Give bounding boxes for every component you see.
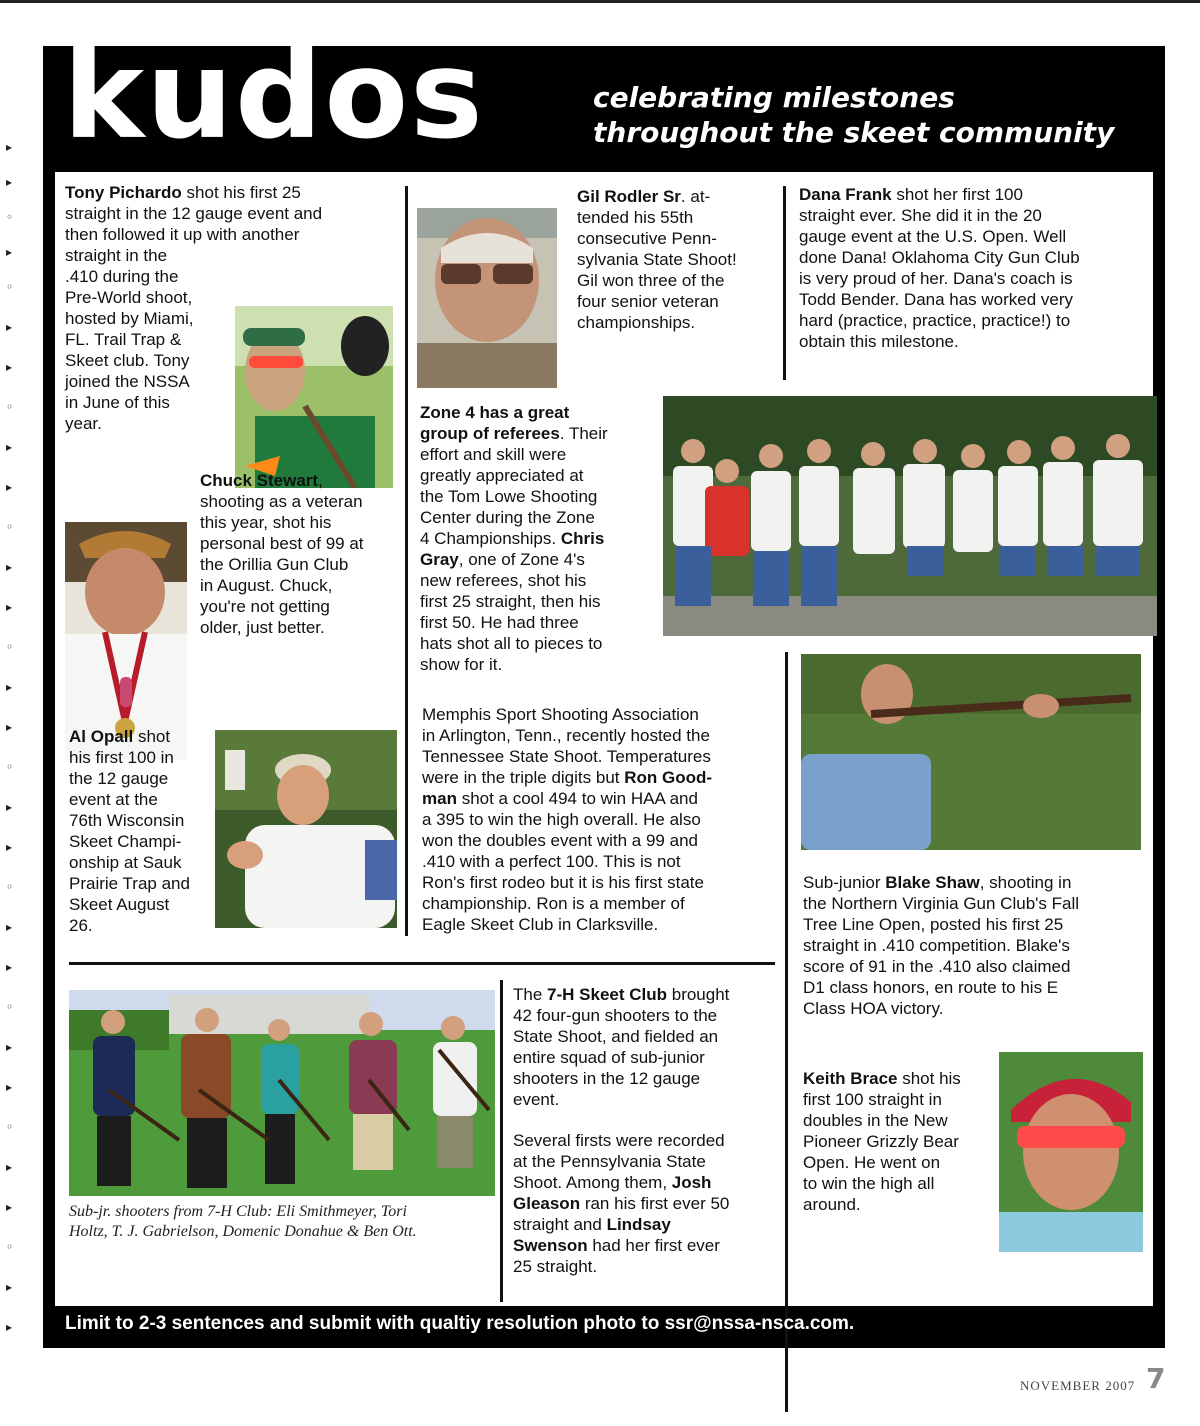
- item-stewart: [200, 470, 400, 638]
- penn-l5a: straight and: [513, 1215, 607, 1234]
- rodler-l1: . at-: [680, 187, 711, 206]
- pichardo-l12: year.: [65, 414, 102, 433]
- memphis-l5b: shot a cool 494 to win HAA and: [456, 789, 698, 808]
- opall-name: Al Opall: [69, 727, 134, 746]
- item-memphis: [422, 704, 782, 935]
- photo-stewart: [65, 522, 187, 760]
- zone4-l11: first 50. He had three: [420, 613, 579, 632]
- stewart-l3: this year, shot his: [200, 513, 332, 532]
- shaw-l3: Tree Line Open, posted his first 25: [803, 915, 1064, 934]
- rodler-l3: consecutive Penn-: [577, 229, 717, 248]
- penn-l5b: Lindsay: [606, 1215, 671, 1234]
- pichardo-l4: straight in the: [65, 246, 168, 265]
- header: [43, 24, 1165, 170]
- zone4-l8b: , one of Zone 4's: [458, 550, 585, 569]
- photo-opall: [215, 730, 397, 928]
- opall-l2: his first 100 in: [69, 748, 174, 767]
- shaw-l1a: Sub-junior: [803, 873, 886, 892]
- item-opall: [69, 726, 219, 936]
- penn-l4a: Gleason: [513, 1194, 581, 1213]
- pichardo-name: Tony Pichardo: [65, 183, 182, 202]
- frank-l2: straight ever. She did it in the 20: [799, 206, 1042, 225]
- brace-l1: shot his: [897, 1069, 961, 1088]
- tagline-line-2: throughout the skeet community: [593, 116, 1115, 149]
- stewart-l1: ,: [318, 471, 323, 490]
- rodler-l7: championships.: [577, 313, 696, 332]
- pichardo-l5: .410 during the: [65, 267, 179, 286]
- penn-l2: at the Pennsylvania State: [513, 1152, 706, 1171]
- memphis-l4a: were in the triple digits but: [422, 768, 625, 787]
- pichardo-l9: Skeet club. Tony: [65, 351, 190, 370]
- frank-l6: Todd Bender. Dana has worked very: [799, 290, 1074, 309]
- kudos-frame: [43, 24, 1165, 1348]
- item-frank: [799, 184, 1149, 352]
- shaw-l4: straight in .410 competition. Blake's: [803, 936, 1070, 955]
- penn-l3a: Shoot. Among them,: [513, 1173, 672, 1192]
- divider-bottom-left: [69, 962, 775, 965]
- sevenh-l2: 42 four-gun shooters to the: [513, 1006, 718, 1025]
- memphis-l5a: man: [422, 789, 457, 808]
- zone4-bold-1: Zone 4 has a great: [420, 403, 570, 422]
- pichardo-l1: shot his first 25: [181, 183, 301, 202]
- shaw-l1c: , shooting in: [979, 873, 1072, 892]
- shaw-l6: D1 class honors, en route to his E: [803, 978, 1059, 997]
- binding-marks: ▸ ▸ ◦ ▸ ◦ ▸ ▸ ◦ ▸ ▸ ◦ ▸ ▸ ◦ ▸ ▸ ◦ ▸ ▸ ◦ ▸ ▸ ◦ ▸ ▸ ◦ ▸ ▸ ◦ ▸ ▸: [6, 140, 14, 1334]
- stewart-l6: in August. Chuck,: [200, 576, 333, 595]
- pichardo-l8: FL. Trail Trap &: [65, 330, 182, 349]
- zone4-l7a: 4 Championships.: [420, 529, 561, 548]
- tagline: [593, 80, 1114, 150]
- frank-l3: gauge event at the U.S. Open. Well: [799, 227, 1067, 246]
- memphis-l2: in Arlington, Tenn., recently hosted the: [422, 726, 710, 745]
- issue-date: NOVEMBER 2007: [1020, 1378, 1136, 1393]
- zone4-bold-2: group of referees: [420, 424, 560, 443]
- zone4-l13: show for it.: [420, 655, 503, 674]
- rodler-l5: Gil won three of the: [577, 271, 725, 290]
- stewart-l7: you're not getting: [200, 597, 330, 616]
- penn-l3b: Josh: [671, 1173, 712, 1192]
- zone4-l6: Center during the Zone: [420, 508, 595, 527]
- frank-l1: shot her first 100: [891, 185, 1023, 204]
- brace-l4: Pioneer Grizzly Bear: [803, 1132, 959, 1151]
- brace-l5: Open. He went on: [803, 1153, 941, 1172]
- item-penn: [513, 1130, 783, 1277]
- footer-bar: [43, 1308, 1165, 1348]
- photo-shaw: [801, 654, 1141, 850]
- item-brace: [803, 1068, 1003, 1215]
- brace-l3: doubles in the New: [803, 1111, 948, 1130]
- shaw-l1b: Blake Shaw: [885, 873, 980, 892]
- photo-pichardo: [235, 306, 393, 488]
- zone4-l3: effort and skill were: [420, 445, 567, 464]
- shaw-l7: Class HOA victory.: [803, 999, 944, 1018]
- zone4-l2: . Their: [559, 424, 608, 443]
- sevenh-l5: shooters in the 12 gauge: [513, 1069, 701, 1088]
- penn-l1: Several firsts were recorded: [513, 1131, 725, 1150]
- zone4-l12: hats shot all to pieces to: [420, 634, 603, 653]
- penn-l6b: had her first ever: [587, 1236, 720, 1255]
- photo-zone4-referees: [663, 396, 1157, 636]
- brace-l7: around.: [803, 1195, 861, 1214]
- memphis-l11: Eagle Skeet Club in Clarksville.: [422, 915, 659, 934]
- page-number: 7: [1146, 1362, 1166, 1395]
- frank-l7: hard (practice, practice, practice!) to: [799, 311, 1071, 330]
- brace-l6: to win the high all: [803, 1174, 935, 1193]
- memphis-l8: .410 with a perfect 100. This is not: [422, 852, 681, 871]
- opall-l3: the 12 gauge: [69, 769, 169, 788]
- memphis-l6: a 395 to win the high overall. He also: [422, 810, 701, 829]
- penn-l7: 25 straight.: [513, 1257, 598, 1276]
- opall-l7: onship at Sauk: [69, 853, 182, 872]
- pichardo-l2: straight in the 12 gauge event and: [65, 204, 323, 223]
- opall-l5: 76th Wisconsin: [69, 811, 185, 830]
- content-area: [55, 172, 1153, 1306]
- memphis-l4b: Ron Good-: [624, 768, 713, 787]
- brace-name: Keith Brace: [803, 1069, 898, 1088]
- rodler-l2: tended his 55th: [577, 208, 694, 227]
- frank-name: Dana Frank: [799, 185, 892, 204]
- stewart-l8: older, just better.: [200, 618, 325, 637]
- frank-l8: obtain this milestone.: [799, 332, 959, 351]
- rodler-name: Gil Rodler Sr: [577, 187, 681, 206]
- caption-l2: Holtz, T. J. Gabrielson, Domenic Donahue & Ben Ott.: [69, 1223, 417, 1240]
- shaw-l2: the Northern Virginia Gun Club's Fall: [803, 894, 1080, 913]
- section-title: kudos: [63, 24, 485, 166]
- pichardo-l10: joined the NSSA: [65, 372, 190, 391]
- pichardo-l11: in June of this: [65, 393, 170, 412]
- rodler-l4: sylvania State Shoot!: [577, 250, 737, 269]
- frank-l4: done Dana! Oklahoma City Gun Club: [799, 248, 1080, 267]
- divider-col1: [405, 186, 408, 936]
- memphis-l9: Ron's first rodeo but it is his first state: [422, 873, 704, 892]
- memphis-l1: Memphis Sport Shooting Association: [422, 705, 699, 724]
- sevenh-l1b: 7-H Skeet Club: [547, 985, 668, 1004]
- stewart-l5: the Orillia Gun Club: [200, 555, 349, 574]
- photo-7h-caption: [69, 1202, 495, 1242]
- zone4-l10: first 25 straight, then his: [420, 592, 601, 611]
- sevenh-l1c: brought: [667, 985, 730, 1004]
- opall-l6: Skeet Champi-: [69, 832, 182, 851]
- rodler-l6: four senior veteran: [577, 292, 719, 311]
- memphis-l3: Tennessee State Shoot. Temperatures: [422, 747, 711, 766]
- pichardo-l6: Pre-World shoot,: [65, 288, 193, 307]
- zone4-l7b: Chris: [560, 529, 605, 548]
- penn-l6a: Swenson: [513, 1236, 588, 1255]
- frank-l5: is very proud of her. Dana's coach is: [799, 269, 1073, 288]
- shaw-l5: score of 91 in the .410 also claimed: [803, 957, 1071, 976]
- zone4-l8a: Gray: [420, 550, 459, 569]
- sevenh-l3: State Shoot, and fielded an: [513, 1027, 719, 1046]
- zone4-l4: greatly appreciated at: [420, 466, 584, 485]
- sevenh-l4: entire squad of sub-junior: [513, 1048, 705, 1067]
- memphis-l7: won the doubles event with a 99 and: [422, 831, 698, 850]
- item-zone4: [420, 402, 660, 675]
- photo-brace: [999, 1052, 1143, 1252]
- divider-7h: [500, 980, 503, 1302]
- sevenh-l1a: The: [513, 985, 548, 1004]
- item-shaw: [803, 872, 1153, 1019]
- opall-l9: Skeet August: [69, 895, 170, 914]
- submission-note: Limit to 2-3 sentences and submit with qualtiy resolution photo to ssr@nssa-nsca.com.: [65, 1313, 855, 1334]
- photo-rodler: [417, 208, 557, 388]
- stewart-name: Chuck Stewart: [200, 471, 319, 490]
- zone4-l5: the Tom Lowe Shooting: [420, 487, 598, 506]
- top-rule: [0, 0, 1200, 3]
- brace-l2: first 100 straight in: [803, 1090, 942, 1109]
- opall-l8: Prairie Trap and: [69, 874, 190, 893]
- opall-l4: event at the: [69, 790, 158, 809]
- tagline-line-1: celebrating milestones: [593, 81, 955, 114]
- memphis-l10: championship. Ron is a member of: [422, 894, 685, 913]
- pichardo-l7: hosted by Miami,: [65, 309, 194, 328]
- caption-l1: Sub-jr. shooters from 7-H Club: Eli Smithmeyer, Tori: [69, 1203, 407, 1220]
- divider-col3-top: [783, 186, 786, 380]
- penn-l4b: ran his first ever 50: [580, 1194, 730, 1213]
- opall-l10: 26.: [69, 916, 93, 935]
- divider-col3-bottom: [785, 652, 788, 1412]
- photo-7h-club: [69, 990, 495, 1196]
- stewart-l2: shooting as a veteran: [200, 492, 363, 511]
- item-rodler: [577, 186, 777, 333]
- stewart-l4: personal best of 99 at: [200, 534, 364, 553]
- pichardo-l3: then followed it up with another: [65, 225, 300, 244]
- zone4-l9: new referees, shot his: [420, 571, 587, 590]
- opall-l1: shot: [133, 727, 171, 746]
- item-7h: [513, 984, 783, 1110]
- sevenh-l6: event.: [513, 1090, 560, 1109]
